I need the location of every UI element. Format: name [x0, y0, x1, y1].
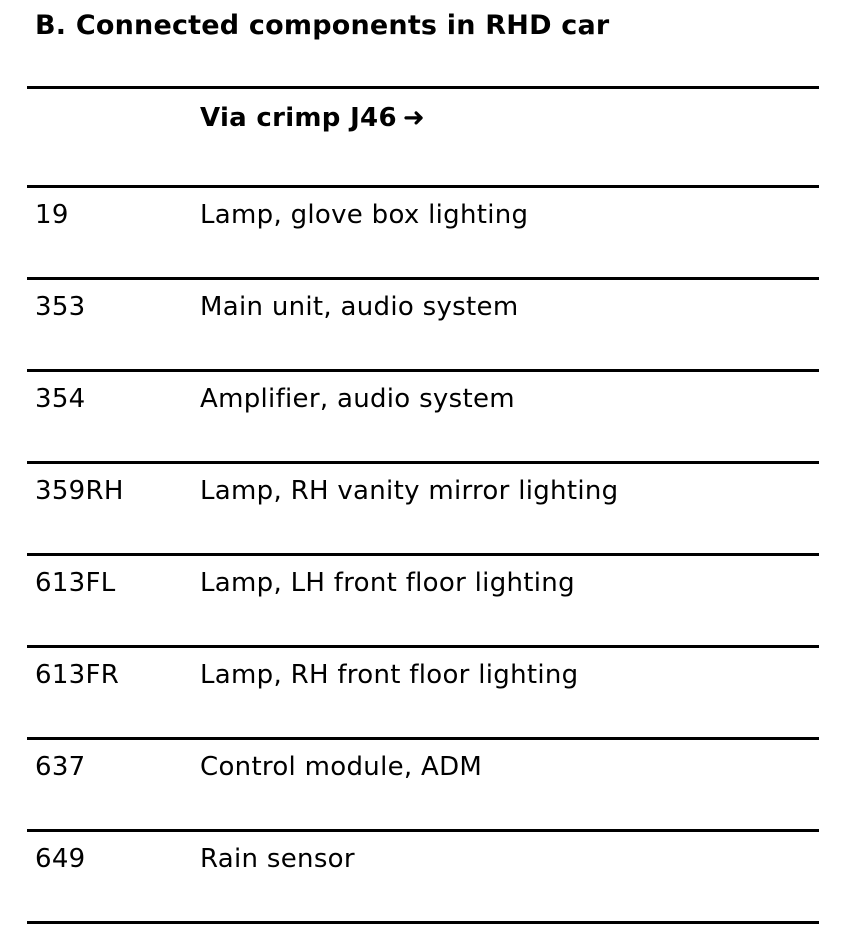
component-description: Main unit, audio system: [200, 292, 519, 322]
table-header-row: [27, 89, 819, 185]
component-code: 649: [35, 844, 86, 874]
component-code: 613FL: [35, 568, 116, 598]
table-row: [27, 832, 819, 921]
component-code: 637: [35, 752, 86, 782]
table-rule: [27, 921, 819, 924]
component-description: Lamp, LH front floor lighting: [200, 568, 575, 598]
component-code: 613FR: [35, 660, 120, 690]
component-code: 353: [35, 292, 86, 322]
component-code: 19: [35, 200, 69, 230]
component-description: Lamp, RH vanity mirror lighting: [200, 476, 619, 506]
header-description-text: Via crimp J46: [200, 103, 397, 133]
table-row: [27, 648, 819, 737]
component-description: Lamp, RH front floor lighting: [200, 660, 579, 690]
component-description: Control module, ADM: [200, 752, 483, 782]
arrow-right-icon: ➜: [402, 103, 425, 133]
table-row: [27, 556, 819, 645]
table-row: [27, 372, 819, 461]
component-description: Amplifier, audio system: [200, 384, 515, 414]
table-row: [27, 280, 819, 369]
section-heading: B. Connected components in RHD car: [35, 10, 610, 41]
component-description: Rain sensor: [200, 844, 355, 874]
header-description-cell: [200, 103, 425, 133]
table-row: [27, 740, 819, 829]
table-row: [27, 464, 819, 553]
component-code: 354: [35, 384, 86, 414]
component-description: Lamp, glove box lighting: [200, 200, 529, 230]
table-row: [27, 188, 819, 277]
components-table: [27, 86, 819, 924]
component-code: 359RH: [35, 476, 124, 506]
